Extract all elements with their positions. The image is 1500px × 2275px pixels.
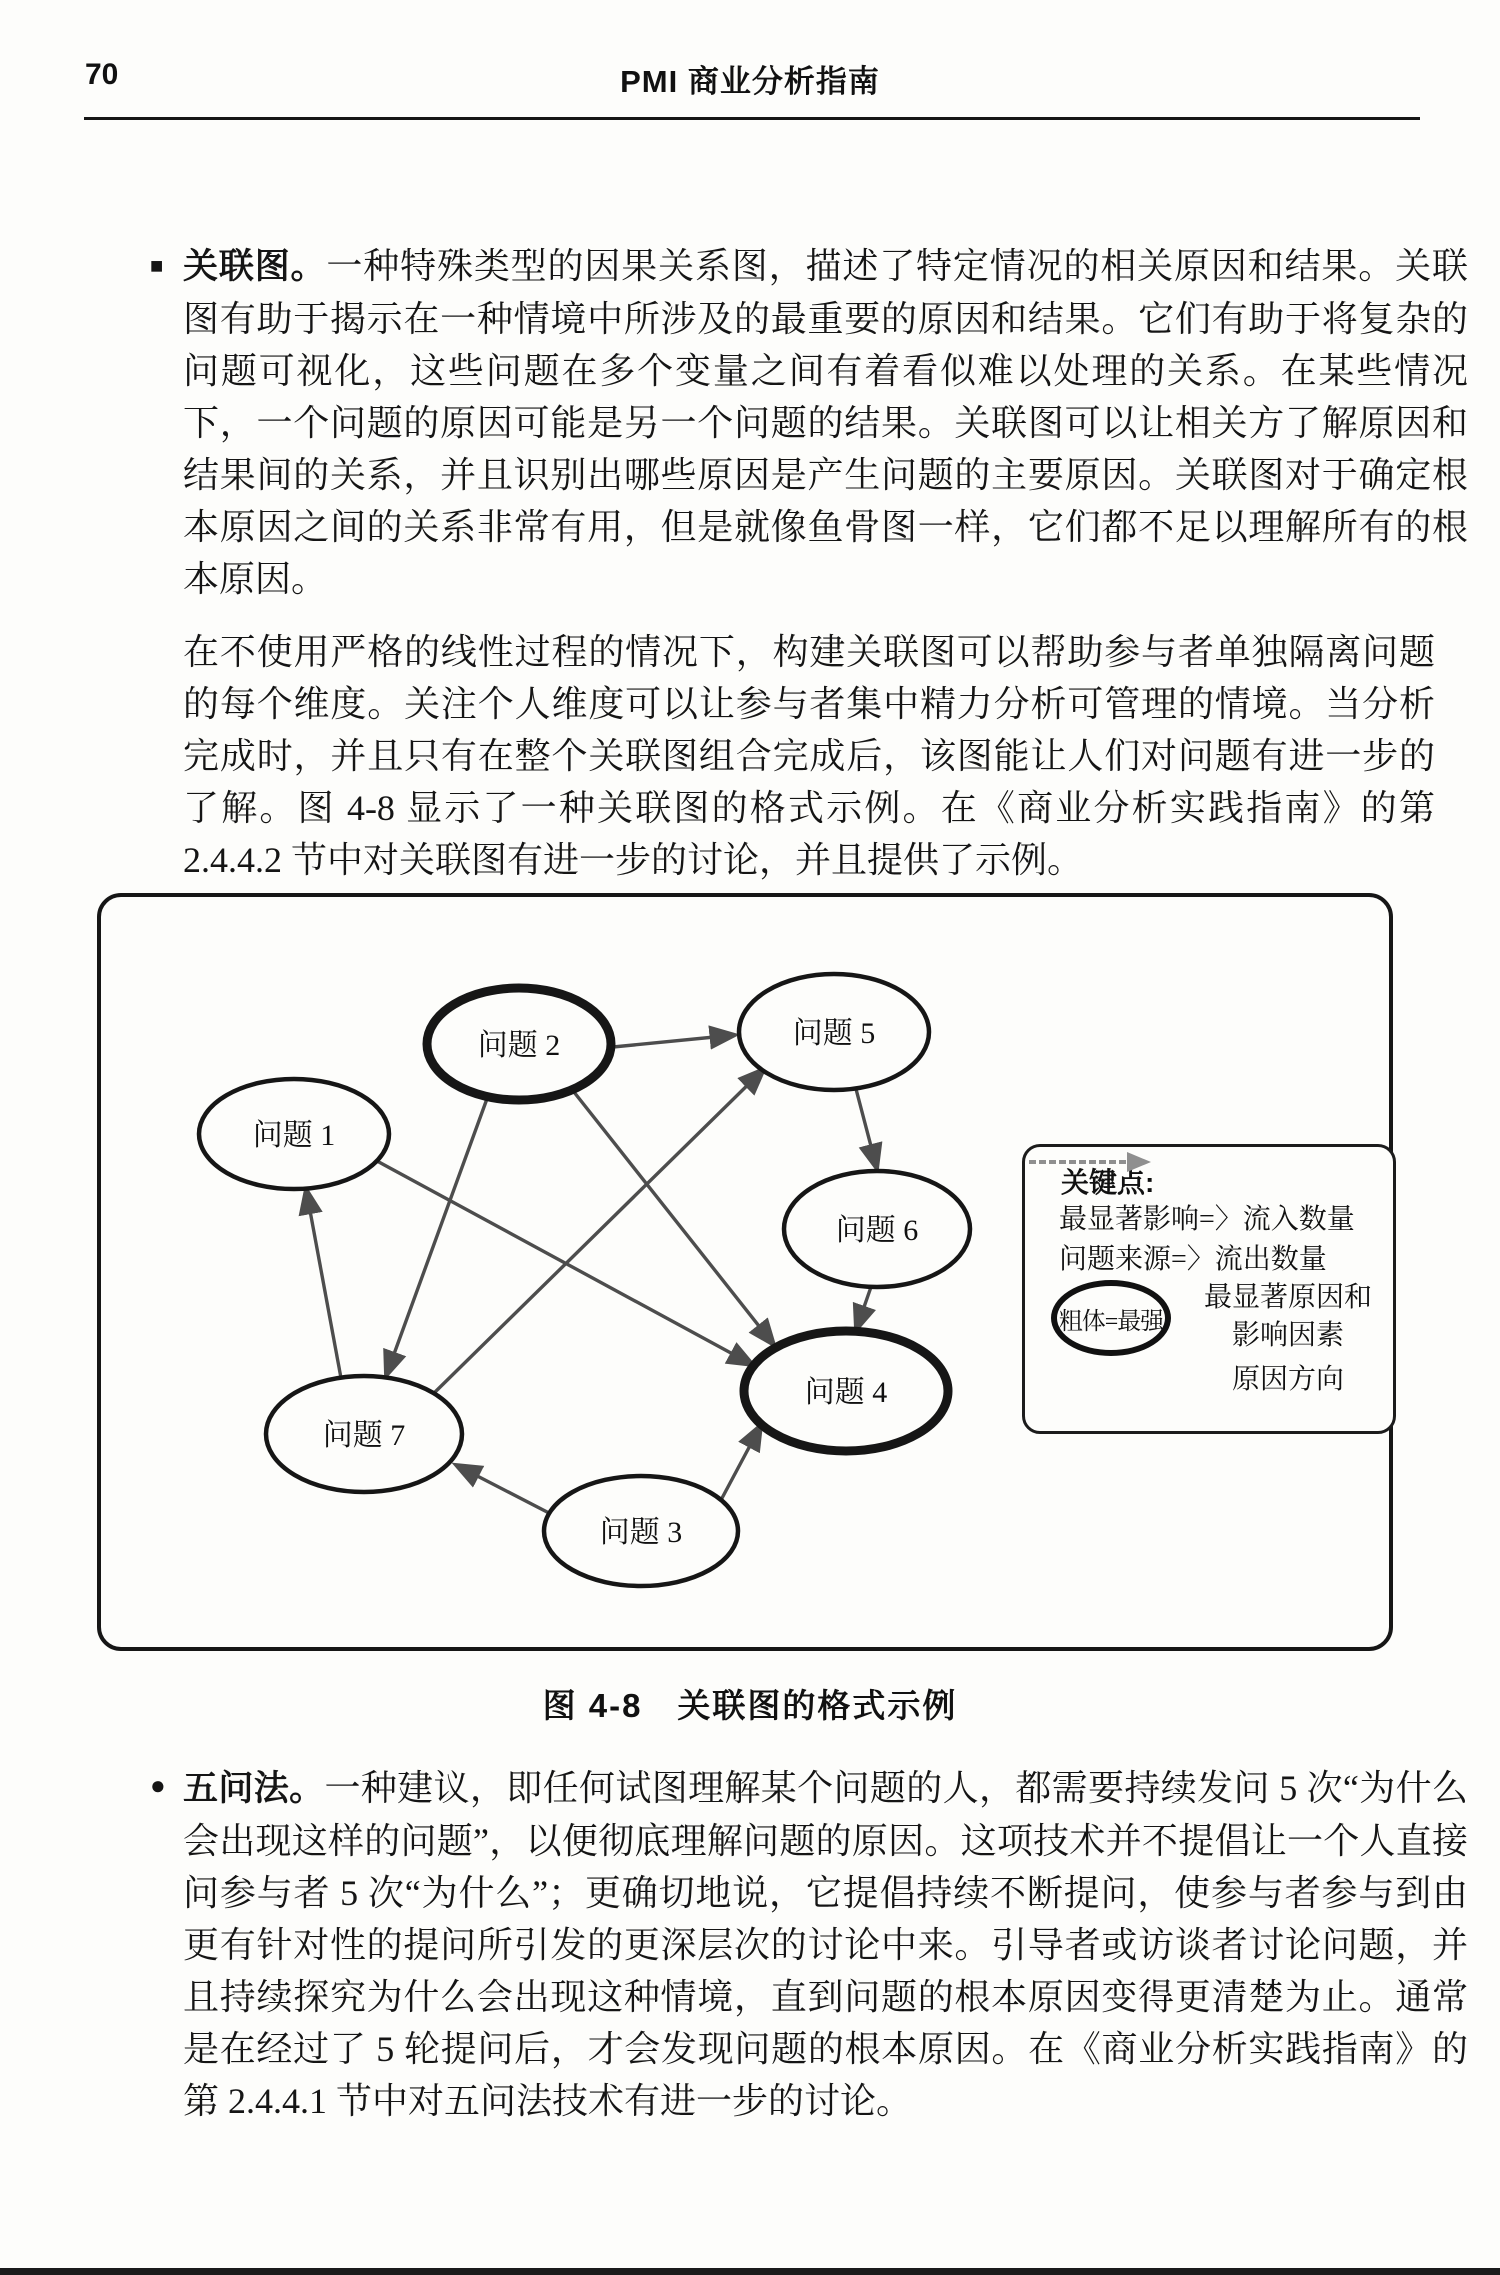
bullet-paragraph-interrelationship (150, 240, 1468, 605)
edge-p2-to-p4 (570, 1087, 774, 1345)
cause-direction-arrow-icon (1025, 1147, 1155, 1177)
figure-4-8-diagram-frame (97, 893, 1393, 1651)
legend-arrow-meaning: 原因方向 (1231, 1364, 1344, 1395)
page-header-title: PMI 商业分析指南 (620, 64, 880, 99)
diagram-node-p7 (266, 1376, 462, 1492)
legend-title: 关键点: (1061, 1167, 1155, 1198)
diagram-node-p6 (784, 1171, 970, 1287)
paragraph-text: 一种特殊类型的因果关系图，描述了特定情况的相关原因和结果。关联图有助于揭示在一种情境中所涉及的最重要的原因和结果。它们有助于将复杂的问题可视化，这些问题在多个变量之间有着看似难以处理的关系。在某些情况下，一个问题的原因可能是另一个问题的结果。关联图可以让相关方了解原因和结果间的关系，并且识别出哪些原因是产生问题的主要原因。关联图对于确定根本原因之间的关系非常有用，但是就像鱼骨图一样，它们都不足以理解所有的根本原因。 (183, 246, 1468, 599)
node-label-p6: 问题 6 (835, 1214, 919, 1247)
diagram-legend-box (1022, 1144, 1396, 1434)
square-bullet-icon: ■ (150, 253, 164, 278)
term-five-whys: 五问法。 (183, 1769, 325, 1808)
legend-rule-inflow: 最显著影响=〉流入数量 (1059, 1204, 1355, 1235)
legend-bold-ellipse-label: 粗体=最强 (1058, 1308, 1164, 1335)
edge-p3-to-p7 (456, 1465, 549, 1513)
paragraph-text: 一种建议，即任何试图理解某个问题的人，都需要持续发问 5 次“为什么会出现这样的问题”，以便彻底理解问题的原因。这项技术并不提倡让一个人直接问参与者 5 次“为什么”；更确切地说，它提倡持续不断提问，使参与者参与到由更有针对性的提问所引发的更深层次的讨论中来。引导者或访谈者讨论问题，并且持续探究为什么会出现这种情境，直到问题的根本原因变得更清楚为止。通常是在经过了 5 轮提问后，才会发现问题的根本原因。在《商业分析实践指南》的第 2.4.4.1 节中对五问法技术有进一步的讨论。 (183, 1768, 1468, 2121)
legend-rule-outflow: 问题来源=〉流出数量 (1059, 1244, 1327, 1275)
edge-p5-to-p6 (856, 1089, 877, 1169)
legend-bold-meaning (1187, 1279, 1389, 1355)
legend-bold-meaning-line1: 最显著原因和 (1203, 1282, 1372, 1313)
legend-bold-meaning-line2: 影响因素 (1231, 1320, 1344, 1351)
diagram-node-p4 (744, 1331, 948, 1451)
bullet-paragraph-five-whys (150, 1762, 1468, 2127)
legend-bold-ellipse (1051, 1280, 1171, 1356)
page-number: 70 (85, 58, 119, 91)
edge-p7-to-p1 (306, 1189, 341, 1378)
node-label-p3: 问题 3 (599, 1516, 683, 1549)
node-label-p2: 问题 2 (477, 1029, 561, 1062)
node-label-p7: 问题 7 (322, 1419, 406, 1452)
figure-caption: 图 4-8 关联图的格式示例 (542, 1687, 958, 1724)
paragraph-diagram-construction: 在不使用严格的线性过程的情况下，构建关联图可以帮助参与者单独隔离问题的每个维度。关注个人维度可以让参与者集中精力分析可管理的情境。当分析完成时，并且只有在整个关联图组合完成后，该图能让人们对问题有进一步的了解。图 4-8 显示了一种关联图的格式示例。在《商业分析实践指南》的第 2.4.4.2 节中对关联图有进一步的讨论，并且提供了示例。 (183, 632, 1435, 880)
scan-edge-artifact (0, 2268, 1500, 2275)
node-label-p4: 问题 4 (804, 1376, 888, 1409)
term-interrelationship: 关联图。 (183, 247, 327, 286)
edge-p6-to-p4 (856, 1287, 871, 1330)
diagram-node-p1 (199, 1079, 389, 1189)
header-rule (84, 117, 1420, 120)
diagram-node-p3 (544, 1476, 738, 1586)
diagram-node-p5 (739, 974, 929, 1090)
diagram-node-p2 (427, 988, 611, 1100)
edge-p2-to-p7 (386, 1096, 488, 1376)
node-label-p1: 问题 1 (252, 1119, 336, 1152)
edge-p2-to-p5 (613, 1035, 735, 1047)
round-bullet-icon: ● (150, 1771, 166, 1800)
edge-p3-to-p4 (721, 1425, 761, 1500)
node-label-p5: 问题 5 (792, 1017, 876, 1050)
